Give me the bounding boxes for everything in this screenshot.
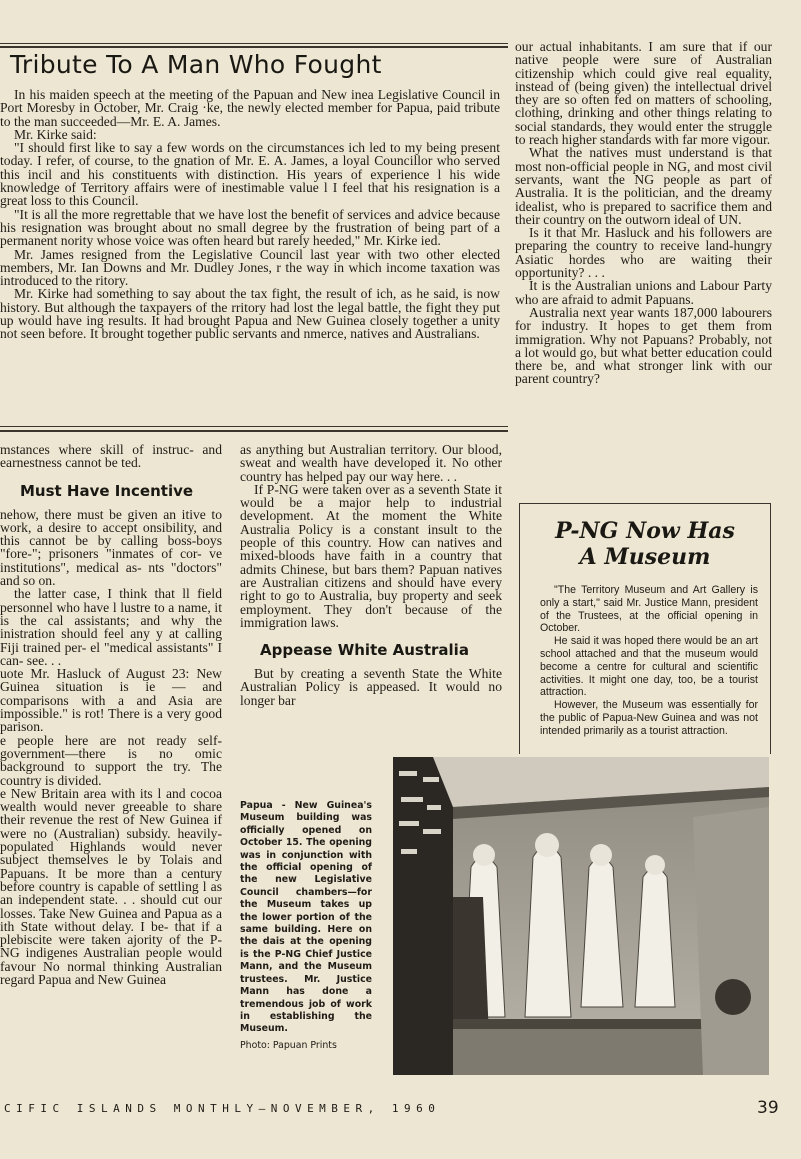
- caption-text: Papua - New Guinea's Museum building was officially opened on October 15. The opening was in conjunction with the official opening of the new Legislative Council chambers—for the Museum takes up the lower portion of the same building. Here on the dais at the opening is the P-NG Chief Justice Mann, and the Museum trustees. Mr. Justice Mann has done a tremendous job of work in establishing the Museum.: [240, 800, 372, 1035]
- subheading-appease: Appease White Australia: [260, 641, 469, 660]
- body-paragraph: e New Britain area with its l and cocoa wealth would never greeable to share their revenue the rest of New Guinea if were no (Australian) subsidy. heavily-populated Highlands would never subject themselves le by Tolais and Papuans. It be more than a century before country is capable of settling l as an independent state. . . should cut our losses. Take New Guinea and Papua as a ith State without delay. I be- that if a plebiscite were taken ajority of the P-NG indigenes Australian people would favour No normal thinking Australian regard Papua and New Guinea: [0, 785, 222, 987]
- body-paragraph: But by creating a seventh State the White Australian Policy is appeased. It would no longer bar: [240, 666, 502, 708]
- right-column: [515, 40, 772, 490]
- museum-sidebar: [519, 503, 771, 754]
- museum-opening-photo: [393, 757, 769, 1075]
- intro-paragraph: Mr. James resigned from the Legislative Council last year with two other elected members, Mr. Ian Downs and Mr. Dudley Jones, r the way in which income taxation was introduced to the ritory.: [0, 246, 500, 289]
- body-paragraph: mstances where skill of instruc- and earnestness cannot be ted.: [0, 443, 222, 471]
- sidebar-title: [520, 518, 770, 570]
- page-number: 39: [757, 1098, 779, 1118]
- article-intro: [0, 88, 500, 418]
- intro-paragraph: Mr. Kirke said:: [14, 126, 97, 142]
- body-paragraph: nehow, there must be given an itive to work, a desire to accept onsibility, and this cannot be by calling boss-boys "fore-"; prisoners "inmates of cor- ve institutions", medical as- nts "doctors" and so on.: [0, 506, 222, 589]
- subheading-incentive: Must Have Incentive: [20, 481, 194, 500]
- body-paragraph: What the natives must understand is that most non-official people in NG, and most civil servants, want the NG people as part of Australia. It is the politician, and the dreamy idealist, who is prepared to sacrifice them and their country on the outworn ideal of UN.: [515, 145, 772, 227]
- middle-column: [240, 443, 502, 763]
- sidebar-paragraph: However, the Museum was essentially for the public of Papua-New Guinea and was not intended primarily as a tourist attraction.: [540, 699, 758, 737]
- body-paragraph: e people here are not ready self-government—there is no omic background to support the try. The country is divided.: [0, 732, 222, 788]
- body-paragraph: our actual inhabitants. I am sure that if our native people were sure of Australian citizenship which could give real equality, instead of (being given) the intellectual drivel they are so often fed on matters of schooling, clothing, drinking and other things relating to social standards, they would enter the struggle to reach higher standards with far more vigour.: [515, 40, 772, 148]
- photo-caption: [240, 800, 372, 1052]
- section-rule: [0, 426, 508, 427]
- intro-paragraph: Mr. Kirke had something to say about the tax fight, the result of ich, as he said, is now history. But although the taxpayers of the rritory had lost the legal battle, the fight they put up would have ing results. It had brought Papua and New Guinea closely together a unity not seen before. It brought together public servants and nmerce, natives and Australians.: [0, 286, 500, 342]
- body-paragraph: the latter case, I think that ll field personnel who have l lustre to a name, it is the cal assistants; and why the inistration should feel any y at calling Fiji trained per- el "medical assistants" I can- see. . .: [0, 586, 222, 668]
- body-paragraph: It is the Australian unions and Labour Party who are afraid to admit Papuans.: [515, 278, 772, 307]
- intro-paragraph: In his maiden speech at the meeting of the Papuan and New inea Legislative Council in Port Moresby in October, Mr. Craig ·ke, the newly elected member for Papua, paid tribute to the man succeeded—Mr. E. A. James.: [0, 88, 500, 129]
- sidebar-paragraph: "The Territory Museum and Art Gallery is only a start," said Mr. Justice Mann, president of the Trustees, at the official opening in October.: [540, 584, 758, 635]
- running-head: CIFIC ISLANDS MONTHLY—NOVEMBER, 1960: [4, 1102, 441, 1115]
- intro-paragraph: "I should first like to say a few words on the circumstances ich led to my being present today. I refer, of course, to the gnation of Mr. E. A. James, a loyal Councillor who served this incil and his constituents with distinction. His years of experience l his wide knowledge of Territory affairs were of inestimable value l I feel that his resignation is a great loss to this Council.: [0, 140, 500, 209]
- top-rule-thin: [0, 43, 508, 44]
- sidebar-text: [520, 584, 770, 738]
- section-rule: [0, 430, 508, 432]
- body-paragraph: Australia next year wants 187,000 labourers for industry. It hopes to get them from immigration. Why not Papuans? Probably, not a lot would go, but what better education could there be, and what stronger link with our parent country?: [515, 304, 772, 387]
- body-paragraph: If P-NG were taken over as a seventh State it would be a major help to industrial development. At the moment the White Australia Policy is a constant insult to the people of this country. How can natives and mixed-bloods have faith in a country that admits Chinese, but bars them? Papuan natives are Australian citizens and should have every right to go to Australia, buy property and seek employment. They don't because of the immigration laws.: [240, 481, 502, 630]
- body-paragraph: as anything but Australian territory. Our blood, sweat and wealth have developed it. No other country has helped pay our way here. . .: [240, 443, 502, 484]
- photo-credit: Photo: Papuan Prints: [240, 1039, 337, 1051]
- page-footer: [0, 1098, 801, 1122]
- sidebar-title-line: A Museum: [579, 544, 711, 570]
- left-column: [0, 443, 222, 1093]
- body-paragraph: Is it that Mr. Hasluck and his followers are preparing the country to receive land-hungry Asiatic hordes who are waiting their opportunity? . . .: [515, 225, 772, 281]
- sidebar-title-line: P-NG Now Has: [555, 518, 735, 544]
- top-rule: [0, 46, 508, 48]
- article-title: Tribute To A Man Who Fought: [10, 50, 382, 79]
- body-paragraph: uote Mr. Hasluck of August 23: New Guinea situation is ie — and comparisons with a and Asia are impossible." is rot! There is a very good parison.: [0, 666, 222, 735]
- intro-paragraph: "It is all the more regrettable that we have lost the benefit of services and advice because his resignation was brought about no small degree by the frustration of being part of a permanent nority whose voice was often heard but rarely heeded," Mr. Kirke ied.: [0, 206, 500, 249]
- sidebar-paragraph: He said it was hoped there would be an art school attached and that the museum would become a centre for cultural and scientific activities. It might one day, too, be a tourist attraction.: [540, 635, 758, 699]
